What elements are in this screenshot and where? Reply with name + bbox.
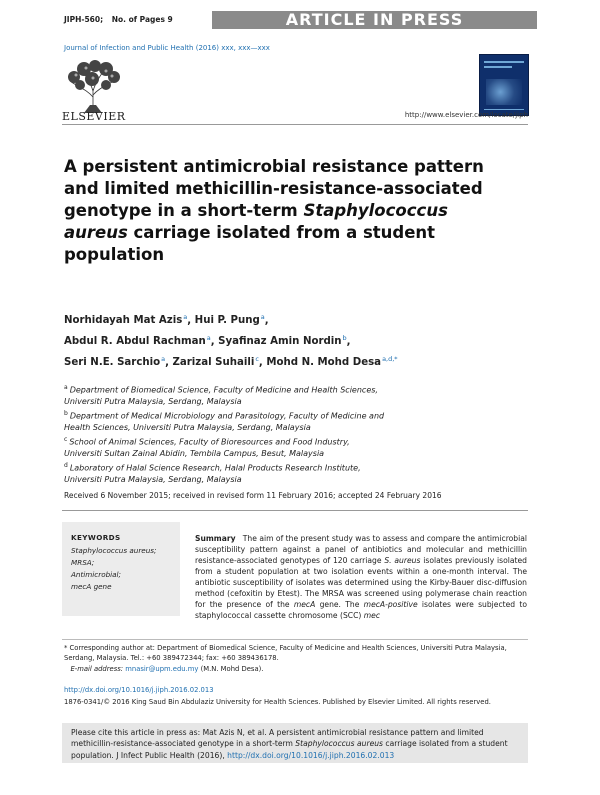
journal-cover-thumbnail[interactable] (479, 54, 529, 116)
affiliations (64, 382, 504, 485)
keyword: Antimicrobial; (71, 570, 121, 579)
corresponding-author-note: * Corresponding author at: Department of Biomedical Science, Faculty of Medicine and Health Sciences, Universiti Putra Malaysia, Serdang, Malaysia. Tel.: +60 389472344; fax: +60 389436178. (64, 644, 507, 662)
keywords-heading: KEYWORDS (71, 533, 121, 542)
manuscript-id: JIPH-560; (64, 15, 104, 24)
affiliation: $^d$ Laboratory of Halal Science Research, Halal Products Research Institute, Universiti Putra Malaysia, Serdang, Malaysia (64, 461, 361, 484)
keyword: MRSA; (71, 558, 95, 567)
citation-doi-link[interactable]: http://dx.doi.org/10.1016/j.jiph.2016.02.013 (227, 750, 395, 760)
keyword: Staphylococcus aureus; (71, 546, 157, 555)
footnote-divider (62, 639, 528, 640)
author[interactable]: Mohd N. Mohd Desa$^{a,d,*}$ (266, 354, 398, 369)
email-line: E-mail address: mnasir@upm.edu.my (M.N. Mohd Desa). (70, 665, 264, 673)
article-in-press-banner: ARTICLE IN PRESS (212, 11, 537, 29)
journal-url-link[interactable]: http://www.elsevier.com/locate/jiph (404, 111, 528, 119)
title-text-2: carriage isolated from a student population (64, 223, 436, 264)
doi-link[interactable]: http://dx.doi.org/10.1016/j.jiph.2016.02.013 (64, 686, 214, 694)
author-list: Norhidayah Mat Azis$^a$, Hui P. Pung$^a$, Abdul R. Abdul Rachman$^a$, Syafinaz Amin Nordin$^b$, Seri N.E. Sarchio$^a$, Zarizal Suhaili$^c$, Mohd N. Mohd Desa$^{a,d,*}$ (64, 313, 398, 369)
header-divider (62, 124, 528, 125)
title-text-1: A persistent antimicrobial resistance pattern and limited methicillin-resistance-associated genotype in a short-term (64, 157, 484, 220)
citation-text: Please cite this article in press as: Mat Azis N, et al. A persistent antimicrobial resistance pattern and limited methicillin-resistance-associated genotype in a short-term Staphylococcus aureus carriage isolated from a student population. J Infect Public Health (2016), http://dx.doi.org/10.1016/j.jiph.2016.02.013 (71, 728, 508, 760)
author[interactable]: Seri N.E. Sarchio$^a$ (64, 354, 166, 369)
keyword: mecA gene (71, 582, 112, 591)
author[interactable]: Syafinaz Amin Nordin$^b$ (218, 333, 347, 348)
copyright-line: 1876-0341/© 2016 King Saud Bin Abdulaziz University for Health Sciences. Published by Elsevier Limited. All rights reserved. (64, 698, 491, 706)
author[interactable]: Hui P. Pung$^a$ (194, 313, 265, 327)
publisher-wordmark: ELSEVIER (62, 110, 126, 123)
summary-label: Summary (195, 534, 236, 543)
affiliation: $^a$ Department of Biomedical Science, Faculty of Medicine and Health Sciences, Universiti Putra Malaysia, Serdang, Malaysia (64, 384, 378, 407)
title-species: Staphylococcus aureus (64, 201, 448, 242)
journal-line[interactable]: Journal of Infection and Public Health (2016) xxx, xxx—xxx (64, 44, 270, 52)
author[interactable]: Zarizal Suhaili$^c$ (172, 354, 259, 369)
running-header (64, 15, 179, 24)
abstract-summary: Summary The aim of the present study was to assess and compare the antimicrobial susceptibility pattern against a panel of antibiotics and molecular and methicillin resistance-associated genotypes of 120 carriage S. aureus isolates previously isolated from a student population at two isolation events within a one-month interval. The antibiotic susceptibility of isolates was determined using the Kirby-Bauer disc-diffusion method (cefoxitin by Etest). The MRSA was screened using polymerase chain reaction for the presence of the mecA gene. The mecA-positive isolates were subjected to staphylococcal cassette chromosome (SCC) mec (195, 534, 527, 621)
section-divider (62, 510, 528, 511)
email-link[interactable]: mnasir@upm.edu.my (125, 665, 199, 673)
article-title (64, 156, 504, 266)
page-count: No. of Pages 9 (111, 15, 173, 24)
author[interactable]: Abdul R. Abdul Rachman$^a$ (64, 333, 211, 348)
affiliation: $^c$ School of Animal Sciences, Faculty of Bioresources and Food Industry, Universiti Sultan Zainal Abidin, Tembila Campus, Besut, Malaysia (64, 435, 350, 458)
received-dates: Received 6 November 2015; received in revised form 11 February 2016; accepted 24 February 2016 (64, 491, 442, 500)
author[interactable]: Norhidayah Mat Azis$^a$ (64, 313, 188, 327)
affiliation: $^b$ Department of Medical Microbiology and Parasitology, Faculty of Medicine and Health Sciences, Universiti Putra Malaysia, Serdang, Malaysia (64, 409, 385, 433)
